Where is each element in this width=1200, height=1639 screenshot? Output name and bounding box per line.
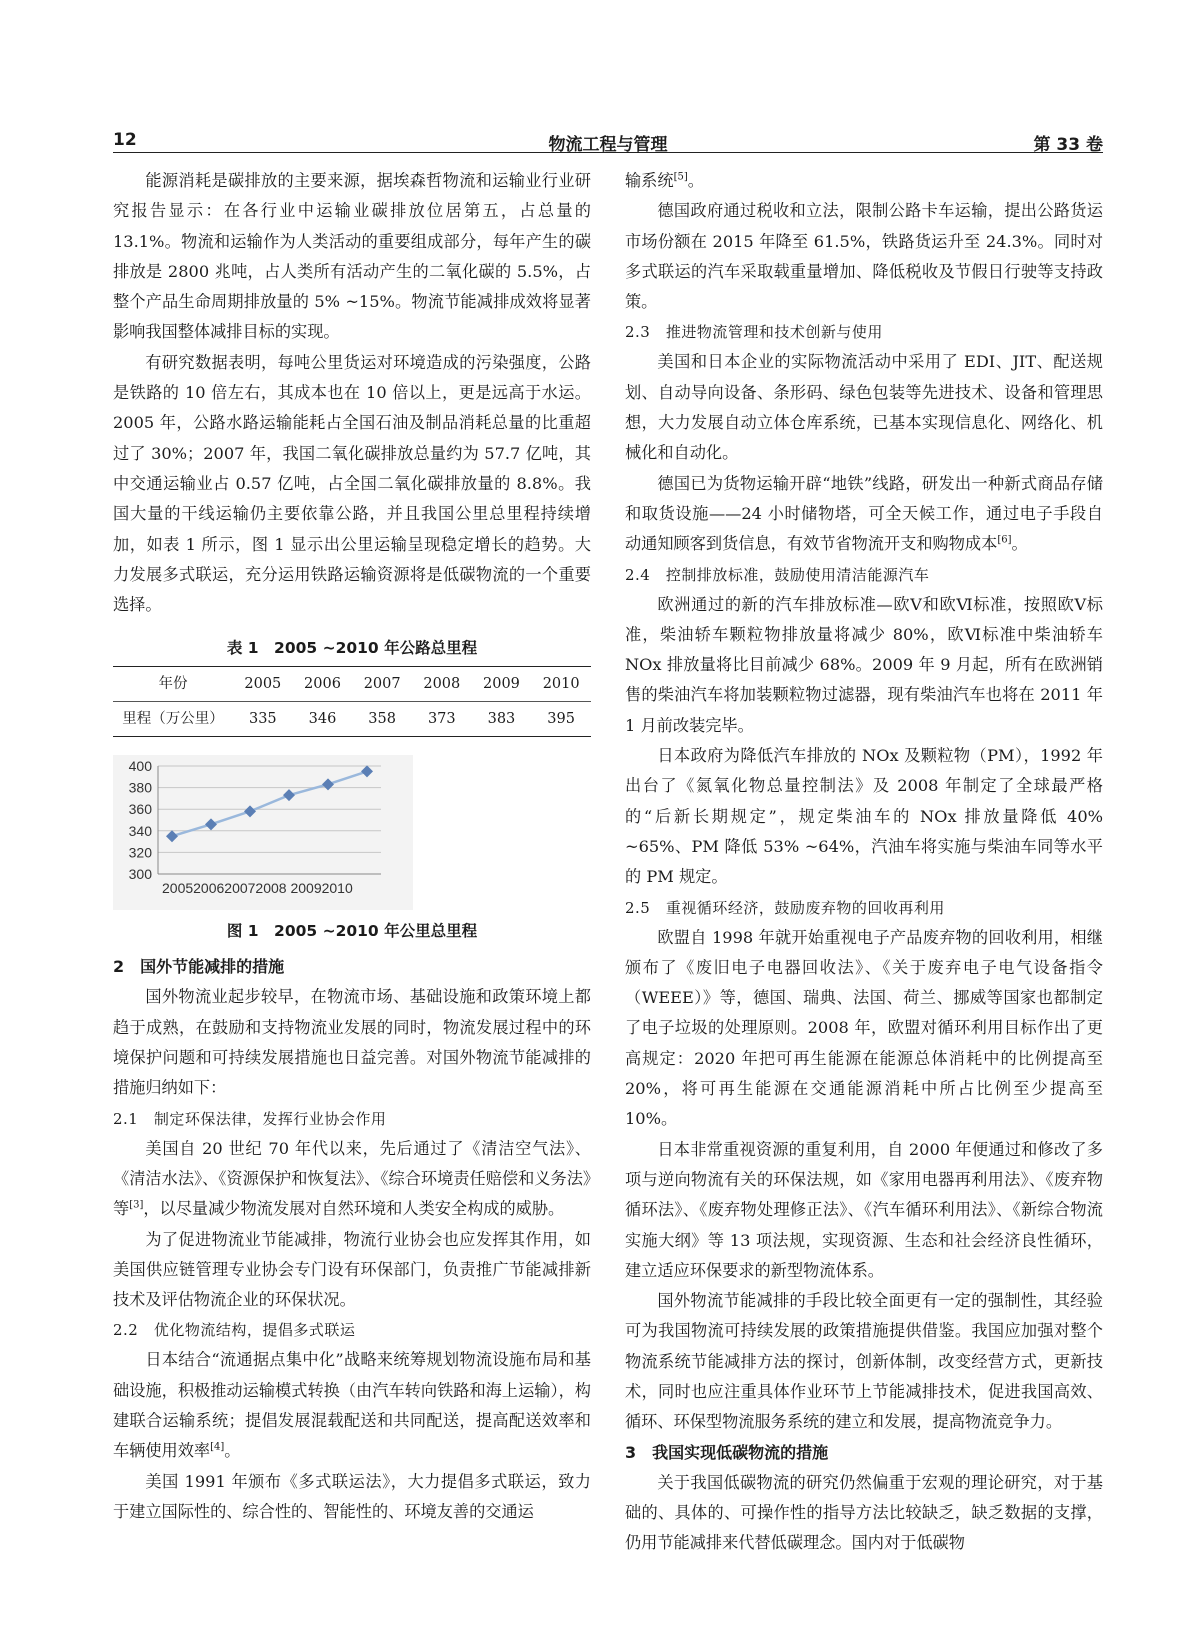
x-tick-labels: 2005200620072008 20092010 xyxy=(162,880,353,897)
table-cell: 346 xyxy=(308,711,337,728)
y-tick-label: 340 xyxy=(128,823,152,840)
paragraph-text: 。 xyxy=(224,1441,241,1461)
paragraph-industry-association: 为了促进物流业节能减排，物流行业协会也应发挥其作用，如美国供应链管理专业协会专门设有环保部门，负责推广节能减排新技术及评估物流企业的环保状况。 xyxy=(113,1229,591,1310)
section-2-4-heading: 2.4 控制排放标准，鼓励使用清洁能源汽车 xyxy=(625,565,930,584)
figure-caption: 图 1 2005 ~2010 年公里总里程 xyxy=(226,922,478,941)
paragraph-us-laws xyxy=(113,1134,591,1225)
data-point xyxy=(322,779,334,791)
y-tick-label: 400 xyxy=(128,758,152,775)
paragraph-eu-weee: 欧盟自 1998 年就开始重视电子产品废弃物的回收利用，相继颁布了《废旧电子电器回收法》、《关于废弃电子电气设备指令（WEEE）》等，德国、瑞典、法国、荷兰、挪威等国家也都制定了电子垃圾的处理原则。2008 年，欧盟对循环利用目标作出了更高规定：2020 年把可再生能源在能源总体消耗中的比例提高至 20%，将可再生能源在交通能源消耗中所占比例至少提高至 10%。 xyxy=(625,927,1103,1129)
data-point xyxy=(283,790,295,802)
paragraph-japan-nox: 日本政府为降低汽车排放的 NOx 及颗粒物（PM），1992 年出台了《氮氧化物总量控制法》及 2008 年制定了全球最严格的“后新长期规定”，规定柴油车的 NOx 排放量降低 40% ~65%、PM 降低 53% ~64%，汽油车将实施与柴油车同等水平的 PM 规定。 xyxy=(625,746,1103,887)
paragraph-text: 。 xyxy=(687,171,704,190)
section-2-3-heading: 2.3 推进物流管理和技术创新与使用 xyxy=(625,323,883,342)
section-2-2-heading: 2.2 优化物流结构，提倡多式联运 xyxy=(113,1321,356,1340)
volume-label: 第 33 卷 xyxy=(1033,135,1103,155)
paragraph-energy: 能源消耗是碳排放的主要来源，据埃森哲物流和运输业行业研究报告显示：在各行业中运输业碳排放位居第五，占总量的 13.1%。物流和运输作为人类活动的重要组成部分，每年产生的碳排放是 2800 兆吨，占人类所有活动产生的二氧化碳的 5.5%，占整个产品生命周期排放量的 5% ~15%。物流节能减排成效将显著影响我国整体减排目标的实现。 xyxy=(113,171,591,342)
paragraph-us-intermodal: 美国 1991 年颁布《多式联运法》，大力提倡多式联运，致力于建立国际性的、综合性的、智能性的、环境友善的交通运 xyxy=(113,1471,591,1521)
y-tick-label: 360 xyxy=(128,801,152,818)
paragraph-lessons: 国外物流节能减排的手段比较全面更有一定的强制性，其经验可为我国物流可持续发展的政策措施提供借鉴。我国应加强对整个物流系统节能减排方法的探讨，创新体制，改变经营方式，更新技术，同时也应注重具体作业环节上节能减排技术，促进我国高效、循环、环保型物流服务系统的建立和发展，提高物流竞争力。 xyxy=(625,1291,1103,1432)
paragraph-japan-logistics xyxy=(113,1345,591,1466)
paragraph-china-lowcarbon: 关于我国低碳物流的研究仍然偏重于宏观的理论研究，对于基础的、具体的、可操作性的指导方法比较缺乏，缺乏数据的支撑，仍用节能减排来代替低碳理念。国内对于低碳物 xyxy=(625,1472,1103,1553)
table-header-cell: 2006 xyxy=(293,667,353,702)
paragraph-section-2-intro: 国外物流业起步较早，在物流市场、基础设施和政策环境上都趋于成熟，在鼓励和支持物流业发展的同时，物流发展过程中的环境保护问题和可持续发展措施也日益完善。对国外物流节能减排的措施归纳如下： xyxy=(113,987,591,1098)
y-tick-label: 300 xyxy=(128,866,152,883)
table-cell: 358 xyxy=(368,711,396,728)
y-tick-label: 380 xyxy=(128,780,152,797)
data-point xyxy=(166,831,178,843)
citation-ref: [4] xyxy=(210,1441,225,1453)
paragraph-text: 德国已为货物运输开辟“地铁”线路，研发出一种新式商品存储和取货设施——24 小时储物塔，可全天候工作，通过电子手段自动通知顾客到货信息，有效节省物流开支和购物成本 xyxy=(625,473,1103,554)
citation-ref: [3] xyxy=(129,1199,144,1211)
table-header-cell: 2010 xyxy=(531,667,591,702)
table-header-label: 年份 xyxy=(113,667,233,702)
table-caption: 表 1 2005 ~2010 年公路总里程 xyxy=(226,639,478,658)
table-cell: 395 xyxy=(547,711,575,728)
citation-ref: [5] xyxy=(673,171,688,183)
citation-ref: [6] xyxy=(997,534,1012,546)
paragraph-text: ，以尽量减少物流发展对自然环境和人类安全构成的威胁。 xyxy=(143,1199,565,1219)
table-header-cell: 2008 xyxy=(412,667,472,702)
data-point xyxy=(205,819,217,831)
left-column xyxy=(113,166,591,1527)
paragraph-text: 日本结合“流通据点集中化”战略来统筹规划物流设施布局和基础设施，积极推动运输模式转换（由汽车转向铁路和海上运输），构建联合运输系统；提倡发展混载配送和共同配送，提高配送效率和车辆使用效率 xyxy=(113,1350,591,1461)
table-header-row xyxy=(113,667,591,702)
paragraph-text: 。 xyxy=(1011,534,1028,554)
paragraph-euro-standards: 欧洲通过的新的汽车排放标准—欧Ⅴ和欧Ⅵ标准，按照欧Ⅴ标准，柴油轿车颗粒物排放量将减少 80%，欧Ⅵ标准中柴油轿车 NOx 排放量将比目前减少 68%。2009 年 9 月起，所有在欧洲销售的柴油汽车将加装颗粒物过滤器，现有柴油汽车也将在 2011 年 1 月前改装完毕。 xyxy=(625,594,1103,735)
paragraph-japan-recycling: 日本非常重视资源的重复利用，自 2000 年便通过和修改了多项与逆向物流有关的环保法规，如《家用电器再利用法》、《废弃物循环法》、《废弃物处理修正法》、《汽车循环利用法》、《新综合物流实施大纲》等 13 项法规，实现资源、生态和社会经济良性循环，建立适应环保要求的新型物流体系。 xyxy=(625,1139,1103,1280)
section-2-5-heading: 2.5 重视循环经济，鼓励废弃物的回收再利用 xyxy=(625,898,945,917)
paragraph-text: 输系统 xyxy=(625,171,674,190)
paragraph-germany-policy: 德国政府通过税收和立法，限制公路卡车运输，提出公路货运市场份额在 2015 年降至 61.5%，铁路货运升至 24.3%。同时对多式联运的汽车采取载重量增加、降低税收及节假日行驶等支持政策。 xyxy=(625,201,1103,312)
page-number: 12 xyxy=(113,130,137,150)
paragraph-text: 美国自 20 世纪 70 年代以来，先后通过了《清洁空气法》、《清洁水法》、《资源保护和恢复法》、《综合环境责任赔偿和义务法》等 xyxy=(113,1138,591,1219)
y-tick-label: 320 xyxy=(128,844,152,861)
mileage-chart xyxy=(113,755,413,910)
mileage-chart-svg xyxy=(113,755,413,910)
table-cell: 383 xyxy=(487,711,516,728)
table-header-cell: 2005 xyxy=(233,667,293,702)
table-row-label: 里程（万公里） xyxy=(122,711,224,728)
paragraph-road-vs-rail: 有研究数据表明，每吨公里货运对环境造成的污染强度，公路是铁路的 10 倍左右，其成本也在 10 倍以上，更是远高于水运。2005 年，公路水路运输能耗占全国石油及制品消耗总量的比重超过了 30%；2007 年，我国二氧化碳排放总量约为 57.7 亿吨，其中交通运输业占 0.57 亿吨，占全国二氧化碳排放量的 8.8%。我国大量的干线运输仍主要依靠公路，并且我国公里总里程持续增加，如表 1 所示，图 1 显示出公里运输呈现稳定增长的趋势。大力发展多式联运，充分运用铁路运输资源将是低碳物流的一个重要选择。 xyxy=(113,352,591,615)
paragraph-us-japan-tech: 美国和日本企业的实际物流活动中采用了 EDI、JIT、配送规划、自动导向设备、条形码、绿色包装等先进技术、设备和管理思想，大力发展自动立体仓库系统，已基本实现信息化、网络化、机械化和自动化。 xyxy=(625,352,1103,463)
right-column xyxy=(625,166,1103,1558)
paragraph-germany-subway xyxy=(625,469,1103,560)
data-point xyxy=(244,806,256,818)
table-header-cell: 2007 xyxy=(352,667,412,702)
table-cell: 373 xyxy=(427,711,456,728)
section-2-heading: 2 国外节能减排的措施 xyxy=(113,957,285,977)
header-rule xyxy=(113,152,1103,153)
table-header-cell: 2009 xyxy=(472,667,532,702)
table-row xyxy=(113,702,591,737)
section-2-1-heading: 2.1 制定环保法律，发挥行业协会作用 xyxy=(113,1109,387,1128)
journal-title: 物流工程与管理 xyxy=(548,135,668,155)
road-mileage-table xyxy=(113,666,591,737)
series-line xyxy=(172,772,367,837)
data-point xyxy=(361,766,373,778)
paragraph-continuation xyxy=(625,166,1103,196)
table-cell: 335 xyxy=(248,711,277,728)
section-3-heading: 3 我国实现低碳物流的措施 xyxy=(625,1442,829,1462)
